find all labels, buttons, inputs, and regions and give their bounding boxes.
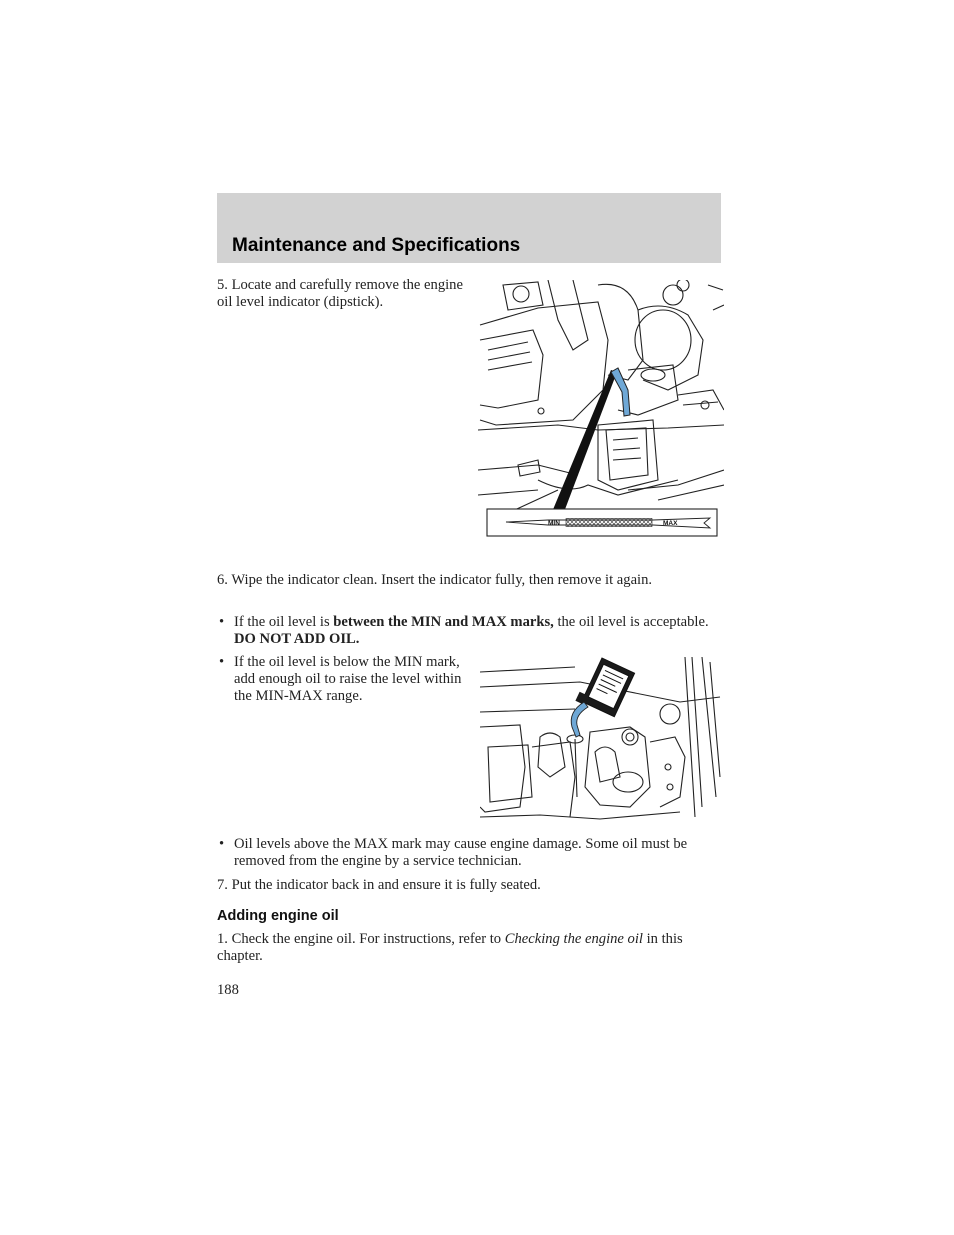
cross-reference-link[interactable]: Checking the engine oil <box>504 931 643 947</box>
step-7-text: 7. Put the indicator back in and ensure it is fully seated. <box>217 877 541 893</box>
section-header-band <box>217 193 721 263</box>
bullet-item-add-oil <box>217 654 467 708</box>
bullet-glyph: • <box>219 836 225 852</box>
page-title: Maintenance and Specifications <box>232 235 521 256</box>
dipstick-min-label: MIN <box>548 520 560 527</box>
bullet-glyph: • <box>219 654 225 670</box>
bullet-1-pre: If the oil level is <box>234 614 334 630</box>
bullet-item-overfill <box>217 836 722 872</box>
adding-step-1-pre: 1. Check the engine oil. For instructions, refer to <box>217 931 505 947</box>
bullet-glyph: • <box>219 614 225 630</box>
adding-step-1 <box>217 931 722 965</box>
step-6-text: 6. Wipe the indicator clean. Insert the indicator fully, then remove it again. <box>217 572 653 588</box>
bullet-1-warning: DO NOT ADD OIL. <box>234 631 360 647</box>
page-number: 188 <box>217 982 239 998</box>
adding-oil-illustration <box>480 657 722 823</box>
dipstick-location-illustration <box>478 280 724 540</box>
adding-step-1-post: in this chapter. <box>217 931 683 964</box>
bullet-item-acceptable <box>217 614 722 650</box>
dipstick-max-label: MAX <box>663 520 678 527</box>
section-heading: Adding engine oil <box>217 908 339 924</box>
bullet-2-text: If the oil level is below the MIN mark, add enough oil to raise the level within the MIN-MAX range. <box>234 654 462 704</box>
bullet-1-bold: between the MIN and MAX marks, <box>333 614 554 630</box>
step-5-text: 5. Locate and carefully remove the engine oil level indicator (dipstick). <box>217 277 463 310</box>
bullet-3-text: Oil levels above the MAX mark may cause engine damage. Some oil must be removed from the engine by a service technician. <box>234 836 688 869</box>
bullet-1-mid: the oil level is acceptable. <box>553 614 709 630</box>
